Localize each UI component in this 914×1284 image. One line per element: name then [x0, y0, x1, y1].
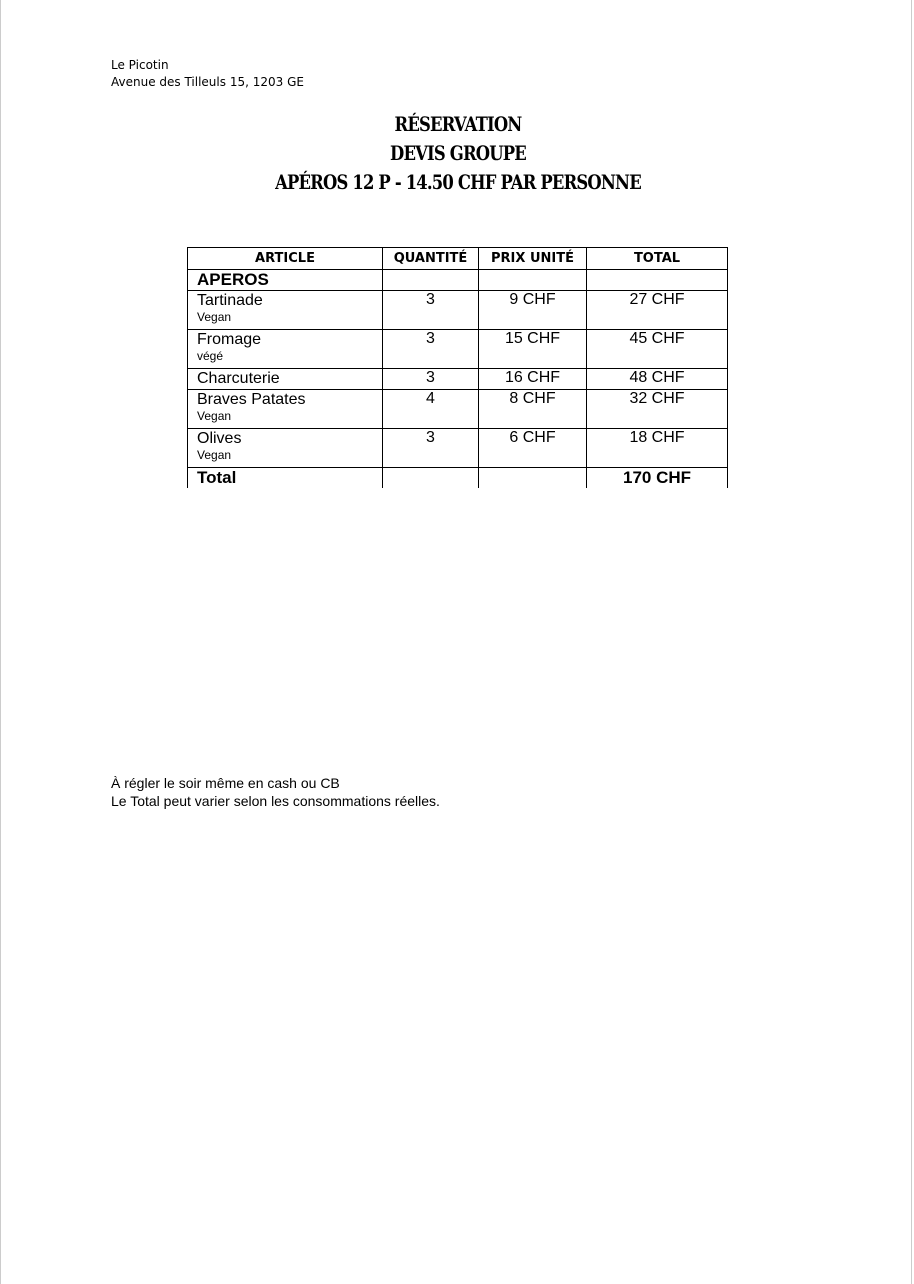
quantity-cell: 3: [383, 291, 479, 330]
restaurant-name: Le Picotin: [111, 58, 169, 72]
total-label: Total: [188, 468, 383, 489]
quote-table: [187, 247, 728, 488]
article-cell: [188, 291, 383, 330]
unit-price-cell: 8 CHF: [479, 390, 587, 429]
article-name: Tartinade: [197, 292, 263, 309]
table-row: [188, 291, 728, 330]
article-name: Fromage: [197, 331, 262, 348]
unit-price-cell: 15 CHF: [479, 330, 587, 369]
line-total-cell: 18 CHF: [587, 429, 728, 468]
article-note: Vegan: [197, 448, 232, 462]
article-name: Braves Patates: [197, 391, 306, 408]
payment-notes: [111, 774, 440, 810]
section-label: APEROS: [188, 270, 383, 291]
title-line-3: APÉROS 12 P - 14.50 CHF PAR PERSONNE: [275, 170, 641, 194]
table-row: [188, 390, 728, 429]
table-header-row: [188, 248, 728, 270]
table-row: [188, 330, 728, 369]
article-note: Vegan: [197, 409, 232, 423]
line-total-cell: 48 CHF: [587, 369, 728, 390]
article-name: Olives: [197, 430, 242, 447]
total-value: 170 CHF: [587, 468, 728, 489]
header-article: ARTICLE: [188, 248, 383, 270]
table-row: [188, 369, 728, 390]
unit-price-cell: 16 CHF: [479, 369, 587, 390]
title-line-1: RÉSERVATION: [394, 112, 522, 136]
quantity-cell: 3: [383, 369, 479, 390]
unit-price-cell: 9 CHF: [479, 291, 587, 330]
quantity-cell: 3: [383, 429, 479, 468]
title-line-2: DEVIS GROUPE: [390, 141, 526, 165]
total-row: [188, 468, 728, 489]
article-name: Charcuterie: [197, 370, 280, 387]
article-cell: [188, 429, 383, 468]
quantity-cell: 4: [383, 390, 479, 429]
header-total: TOTAL: [587, 248, 728, 270]
note-line-2: Le Total peut varier selon les consommations réelles.: [111, 793, 440, 809]
article-cell: [188, 369, 383, 390]
header-quantity: QUANTITÉ: [383, 248, 479, 270]
article-note: Vegan: [197, 310, 232, 324]
table-row: [188, 429, 728, 468]
header-unit-price: PRIX UNITÉ: [479, 248, 587, 270]
line-total-cell: 45 CHF: [587, 330, 728, 369]
line-total-cell: 27 CHF: [587, 291, 728, 330]
quantity-cell: 3: [383, 330, 479, 369]
line-total-cell: 32 CHF: [587, 390, 728, 429]
section-row: [188, 270, 728, 291]
unit-price-cell: 6 CHF: [479, 429, 587, 468]
restaurant-address: Avenue des Tilleuls 15, 1203 GE: [111, 75, 304, 89]
article-note: végé: [197, 349, 224, 363]
article-cell: [188, 390, 383, 429]
document-title: [83, 110, 832, 197]
restaurant-address-block: [111, 57, 304, 91]
note-line-1: À régler le soir même en cash ou CB: [111, 775, 340, 791]
article-cell: [188, 330, 383, 369]
